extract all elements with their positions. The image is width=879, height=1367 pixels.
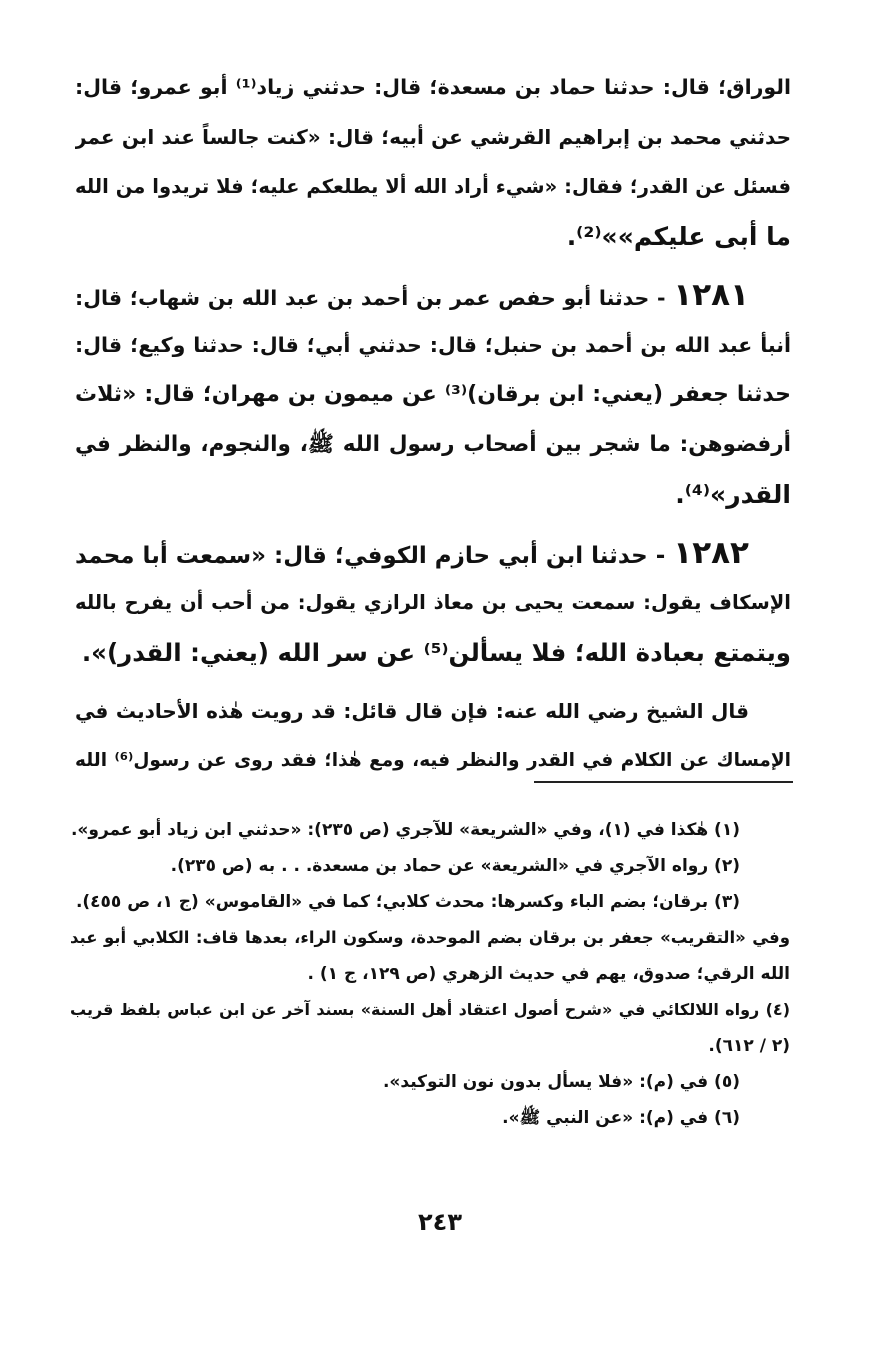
hadith-text: - حدثنا ابن أبي حازم الكوفي؛ قال: «سمعت أبا محمد bbox=[75, 543, 666, 569]
text-line: حدثني محمد بن إبراهيم القرشي عن أبيه؛ قال: «كنت جالساً عند ابن عمر bbox=[75, 125, 791, 149]
hadith-1281 bbox=[75, 270, 791, 520]
text-line: الوراق؛ قال: حدثنا حماد بن مسعدة؛ قال: حدثني زياد⁽¹⁾ أبو عمرو؛ قال: bbox=[75, 75, 791, 99]
footnote: (٤) رواه اللالكائي في «شرح أصول اعتقاد أهل السنة» بسند آخر عن ابن عباس بلفظ قريب bbox=[70, 1000, 790, 1019]
footnote: (٢ / ٦١٢). bbox=[708, 1036, 790, 1056]
text-line: ويتمتع بعبادة الله؛ فلا يسألن⁽⁵⁾ عن سر الله (يعني: القدر)». bbox=[81, 638, 791, 667]
footnote: (٦) في (م): «عن النبي ﷺ». bbox=[502, 1108, 740, 1128]
hadith-number: ١٢٨٢ bbox=[673, 535, 749, 571]
text-line: الإمساك عن الكلام في القدر والنظر فيه، ومع هٰذا؛ فقد روى عن رسول⁽⁶⁾ الله bbox=[75, 750, 791, 771]
page-number: ٢٤٣ bbox=[418, 1208, 462, 1236]
footnote: (٥) في (م): «فلا يسأل بدون نون التوكيد». bbox=[382, 1072, 740, 1092]
paragraph-continuation bbox=[75, 62, 791, 262]
main-text bbox=[75, 62, 791, 794]
footnote: وفي «التقريب» جعفر بن برقان بضم الموحدة، وسكون الراء، بعدها قاف: الكلابي أبو عبد bbox=[70, 928, 790, 947]
footnote: الله الرقي؛ صدوق، يهم في حديث الزهري (ص ١٢٩، ج ١) . bbox=[307, 964, 790, 984]
hadith-text: - حدثنا أبو حفص عمر بن أحمد بن عبد الله بن شهاب؛ قال: bbox=[75, 286, 666, 310]
text-line: حدثنا جعفر (يعني: ابن برقان)⁽³⁾ عن ميمون بن مهران؛ قال: «ثلاث bbox=[75, 382, 791, 407]
hadith-number: ١٢٨١ bbox=[673, 277, 749, 313]
footnote-divider bbox=[534, 781, 793, 783]
sheikh-paragraph bbox=[75, 686, 791, 786]
hadith-1282 bbox=[75, 528, 791, 678]
footnote: (١) هٰكذا في (١)، وفي «الشريعة» للآجري (ص ٢٣٥): «حدثني ابن زياد أبو عمرو». bbox=[70, 820, 740, 840]
footnote: (٣) برقان؛ بضم الباء وكسرها: محدث كلابي؛ كما في «القاموس» (ج ١، ص ٤٥٥). bbox=[75, 892, 740, 912]
text-line: القدر»⁽⁴⁾. bbox=[675, 480, 791, 509]
text-line: قال الشيخ رضي الله عنه: فإن قال قائل: قد رويت هٰذه الأحاديث في bbox=[75, 699, 749, 723]
text-line: فسئل عن القدر؛ فقال: «شيء أراد الله ألا يطلعكم عليه؛ فلا تريدوا من الله bbox=[75, 175, 791, 198]
footnote: (٢) رواه الآجري في «الشريعة» عن حماد بن مسعدة. . . به (ص ٢٣٥). bbox=[170, 856, 740, 876]
text-line: ما أبى عليكم»»⁽²⁾. bbox=[566, 222, 791, 251]
text-line: أنبأ عبد الله بن أحمد بن حنبل؛ قال: حدثني أبي؛ قال: حدثنا وكيع؛ قال: bbox=[75, 333, 791, 357]
text-line bbox=[75, 528, 791, 578]
text-line: الإسكاف يقول: سمعت يحيى بن معاذ الرازي يقول: من أحب أن يفرح بالله bbox=[75, 591, 791, 614]
footnotes bbox=[70, 812, 790, 1136]
text-line bbox=[75, 270, 791, 320]
text-line: أرفضوهن: ما شجر بين أصحاب رسول الله ﷺ، والنجوم، والنظر في bbox=[75, 432, 791, 457]
